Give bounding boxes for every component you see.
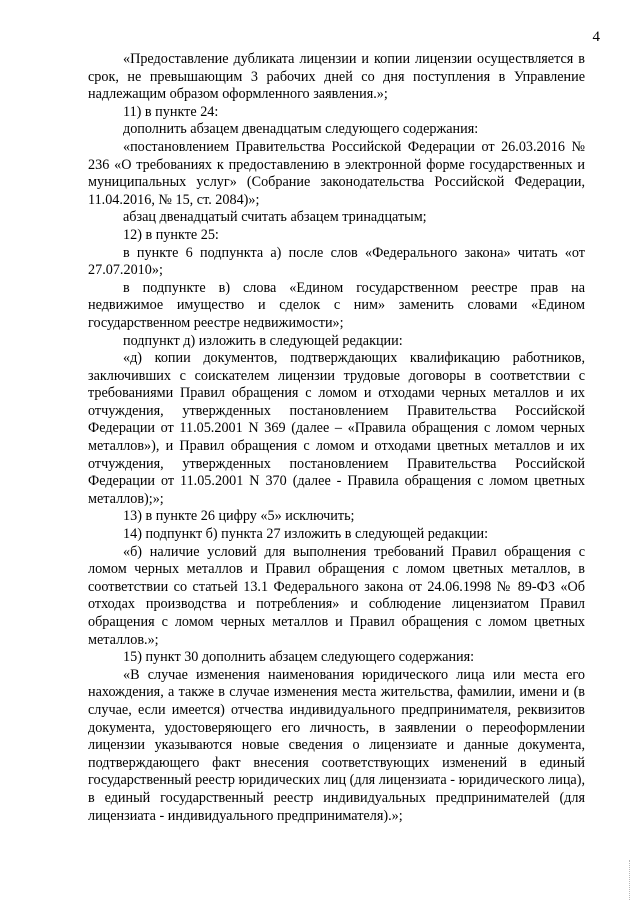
scan-edge-marks	[629, 860, 632, 900]
paragraph-item-12: 12) в пункте 25:	[123, 226, 219, 243]
paragraph-subitem-v-amendment: в подпункте в) слова «Едином государственном реестре прав на недвижимое имущество и сделок с ним» заменить словами «Едином государственном реестре недвижимости»;	[88, 279, 585, 331]
paragraph-item-11: 11) в пункте 24:	[123, 103, 219, 120]
paragraph-subitem-d-text: «д) копии документов, подтверждающих квалификацию работников, заключивших с соискателем лицензии трудовые договоры в соответствии с требованиями Правил обращения с ломом и отходами черных металлов и их отчуждения, утвержденных постановлением Правительства Российской Федерации от 11.05.2001 N 369 (далее – «Правила обращения с ломом черных металлов»), и Правил обращения с ломом и отходами цветных металлов и их отчуждения, утвержденных постановлением Правительства Российской Федерации от 11.05.2001 N 370 (далее - Правила обращения с ломом цветных металлов);»;	[88, 350, 585, 507]
page-number: 4	[592, 29, 600, 45]
paragraph-reissue-license-text: «В случае изменения наименования юридического лица или места его нахождения, а также в случае изменения места жительства, фамилии, имени и (в случае, если имеется) отчества индивидуального предпринимателя, реквизитов документа, удостоверяющего его личность, в заявлении о переоформлении лицензии указываются новые сведения о лицензиате и данные документа, подтверждающего факт внесения соответствующих изменений в единый государственный реестр юридических лиц (для лицензиата - юридического лица), в единый государственный реестр индивидуальных предпринимателей (для лицензиата - индивидуального предпринимателя).»;	[88, 666, 585, 824]
paragraph-government-decree-236: «постановлением Правительства Российской Федерации от 26.03.2016 № 236 «О требованиях к предоставлению в электронной форме государственных и муниципальных услуг» (Собрание законодательства Российской Федерации, 11.04.2016, № 15, ст. 2084)»;	[88, 138, 585, 208]
paragraph-item-14: 14) подпункт б) пункта 27 изложить в следующей редакции:	[123, 526, 489, 543]
paragraph-renumber-clause: абзац двенадцатый считать абзацем тринадцатым;	[123, 209, 427, 226]
paragraph-duplicate-license-term: «Предоставление дубликата лицензии и копии лицензии осуществляется в срок, не превышающим 3 рабочих дней со дня поступления в Управление надлежащим образом оформленного заявления.»;	[88, 51, 585, 103]
paragraph-item-15: 15) пункт 30 дополнить абзацем следующего содержания:	[123, 649, 475, 666]
paragraph-subitem-d-intro: подпункт д) изложить в следующей редакции:	[123, 332, 403, 349]
paragraph-subitem-b-text: «б) наличие условий для выполнения требований Правил обращения с ломом черных металлов и Правил обращения с ломом цветных металлов, в соответствии со статьей 13.1 Федерального закона от 24.06.1998 № 89-ФЗ «Об отходах производства и потребления» и соблюдение лицензиатом Правил обращения с ломом черных металлов и Правил обращения с ломом цветных металлов.»;	[88, 543, 585, 648]
paragraph-subitem-a-amendment: в пункте 6 подпункта а) после слов «Федерального закона» читать «от 27.07.2010»;	[88, 244, 585, 279]
document-body	[88, 51, 585, 825]
paragraph-add-twelfth-clause: дополнить абзацем двенадцатым следующего содержания:	[123, 121, 479, 138]
paragraph-item-13: 13) в пункте 26 цифру «5» исключить;	[123, 508, 355, 525]
